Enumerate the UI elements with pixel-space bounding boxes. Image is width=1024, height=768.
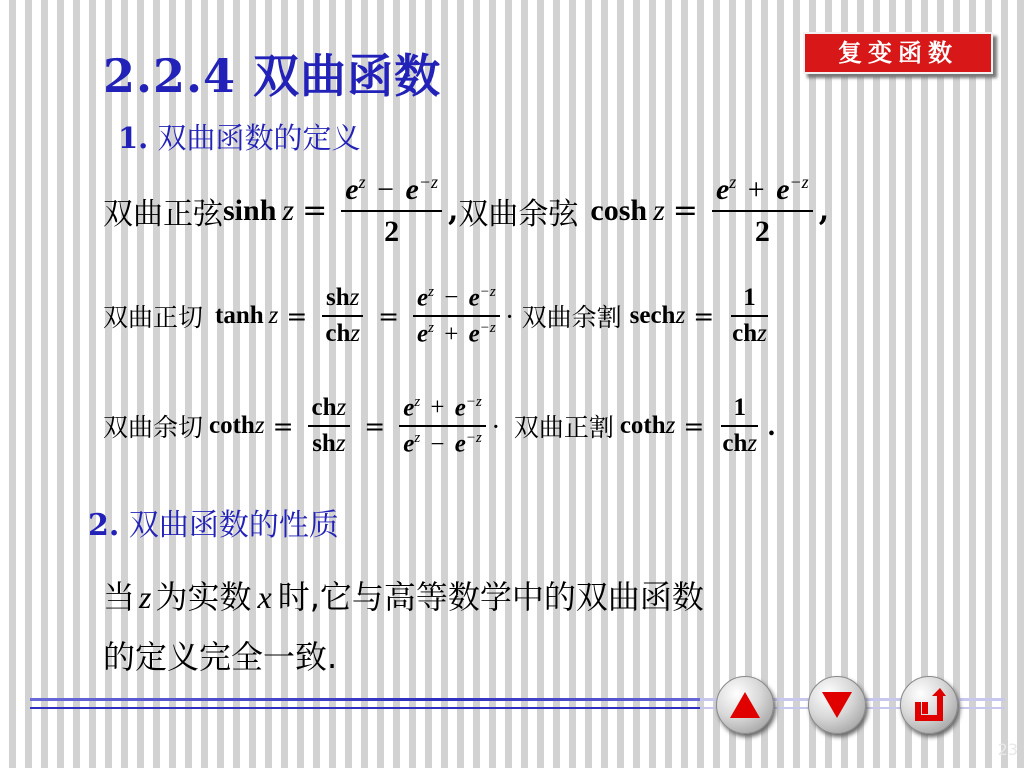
- formula-label: 双曲正弦: [103, 196, 223, 232]
- formula-sinh: [103, 172, 829, 249]
- formula-label: 双曲正割: [513, 413, 614, 443]
- section-text: 双曲函数的定义: [157, 121, 361, 155]
- variable: z: [747, 430, 758, 458]
- variable: z: [139, 579, 152, 615]
- section-heading-2: [88, 500, 339, 544]
- divider-line: [30, 698, 710, 701]
- equals-sign: =: [683, 411, 705, 441]
- denominator: 2: [754, 215, 770, 248]
- next-slide-button[interactable]: [808, 676, 866, 734]
- note-text: 时,: [277, 578, 320, 616]
- prev-slide-button[interactable]: [716, 676, 774, 734]
- property-text-line-2: 的定义完全一致.: [103, 638, 338, 676]
- exponent: −z: [465, 430, 482, 447]
- return-button[interactable]: [900, 676, 958, 734]
- term: e: [468, 320, 480, 348]
- page-number: 23: [997, 740, 1018, 759]
- course-badge: 复变函数: [803, 32, 993, 74]
- exponent: z: [358, 172, 366, 192]
- variable: z: [653, 193, 665, 227]
- function-name: tanh: [215, 302, 264, 330]
- property-text-line-1: [103, 572, 704, 618]
- equals-sign: =: [364, 411, 386, 441]
- up-triangle-icon: [728, 690, 762, 720]
- function-name: coth: [209, 412, 255, 440]
- variable: x: [257, 579, 272, 615]
- exponent: z: [428, 284, 434, 300]
- fraction: [321, 284, 364, 348]
- equals-sign: =: [302, 193, 328, 228]
- term: e: [454, 430, 466, 458]
- term: e: [417, 320, 429, 348]
- formula-label: 双曲余切: [103, 413, 204, 443]
- section-number: 2.: [88, 508, 120, 543]
- variable: z: [350, 320, 361, 348]
- exponent: −z: [479, 320, 496, 337]
- denominator: 2: [384, 215, 400, 248]
- exponent: −z: [465, 394, 482, 410]
- separator: ,: [447, 193, 459, 228]
- variable: z: [268, 302, 279, 330]
- term: sh: [326, 284, 350, 312]
- exponent: −z: [418, 172, 438, 192]
- equals-sign: =: [286, 301, 308, 331]
- variable: z: [254, 412, 265, 440]
- variable: z: [757, 320, 767, 348]
- operator: +: [747, 173, 765, 206]
- return-arrow-icon: [912, 688, 946, 722]
- fraction: [399, 394, 486, 459]
- fraction: [728, 284, 771, 348]
- term: ch: [722, 430, 748, 458]
- term: e: [715, 173, 730, 206]
- function-name: sech: [629, 302, 676, 330]
- term: ch: [732, 320, 758, 348]
- variable: z: [336, 394, 347, 422]
- formula-label: 双曲正切: [103, 303, 204, 333]
- term: ch: [311, 394, 337, 422]
- page-title: 2.2.4 双曲函数: [103, 49, 442, 103]
- exponent: z: [414, 394, 421, 410]
- term: e: [454, 394, 466, 422]
- term: e: [417, 284, 429, 312]
- note-text: 当: [103, 578, 136, 616]
- operator: +: [444, 320, 459, 348]
- variable: z: [349, 284, 360, 312]
- term: e: [403, 430, 415, 458]
- divider-line: [30, 707, 710, 709]
- variable: z: [335, 430, 346, 458]
- variable: z: [282, 193, 295, 227]
- formula-label: 双曲余弦: [458, 196, 579, 232]
- section-number: 1.: [118, 121, 149, 155]
- function-name: sinh: [223, 193, 277, 227]
- operator: −: [444, 284, 459, 312]
- fraction: [413, 284, 500, 349]
- function-name: cosh: [590, 193, 648, 227]
- term: e: [345, 173, 359, 206]
- formula-label: 双曲余割: [521, 303, 622, 333]
- fraction: [341, 172, 442, 249]
- exponent: −z: [789, 172, 809, 192]
- equals-sign: =: [672, 193, 698, 228]
- exponent: z: [414, 430, 421, 447]
- fraction: [718, 394, 761, 458]
- separator: ,: [818, 193, 830, 228]
- term: sh: [312, 430, 336, 458]
- exponent: z: [729, 172, 737, 192]
- term: e: [405, 173, 419, 206]
- numerator: 1: [733, 394, 746, 422]
- formula-tanh: [103, 284, 777, 349]
- exponent: z: [428, 320, 434, 337]
- term: ch: [325, 320, 351, 348]
- operator: −: [377, 173, 394, 206]
- term: e: [468, 284, 480, 312]
- section-heading-1: [118, 116, 361, 157]
- formula-coth: [103, 394, 776, 459]
- equals-sign: =: [378, 301, 400, 331]
- separator: ·: [505, 301, 514, 331]
- fraction: [308, 394, 351, 458]
- note-text: 为实数: [155, 578, 252, 616]
- numerator: 1: [743, 284, 756, 312]
- down-triangle-icon: [820, 690, 854, 720]
- note-text: 它与高等数学中的双曲函数: [319, 578, 704, 616]
- variable: z: [675, 302, 686, 330]
- equals-sign: =: [693, 301, 715, 331]
- period: .: [767, 411, 776, 441]
- fraction: [712, 172, 813, 249]
- operator: −: [430, 430, 445, 458]
- function-name: coth: [619, 412, 666, 440]
- exponent: −z: [479, 284, 496, 300]
- term: e: [403, 394, 415, 422]
- separator: ·: [491, 411, 500, 441]
- term: e: [776, 173, 790, 206]
- section-text: 双曲函数的性质: [128, 508, 339, 543]
- operator: +: [430, 394, 445, 422]
- variable: z: [665, 412, 676, 440]
- equals-sign: =: [272, 411, 294, 441]
